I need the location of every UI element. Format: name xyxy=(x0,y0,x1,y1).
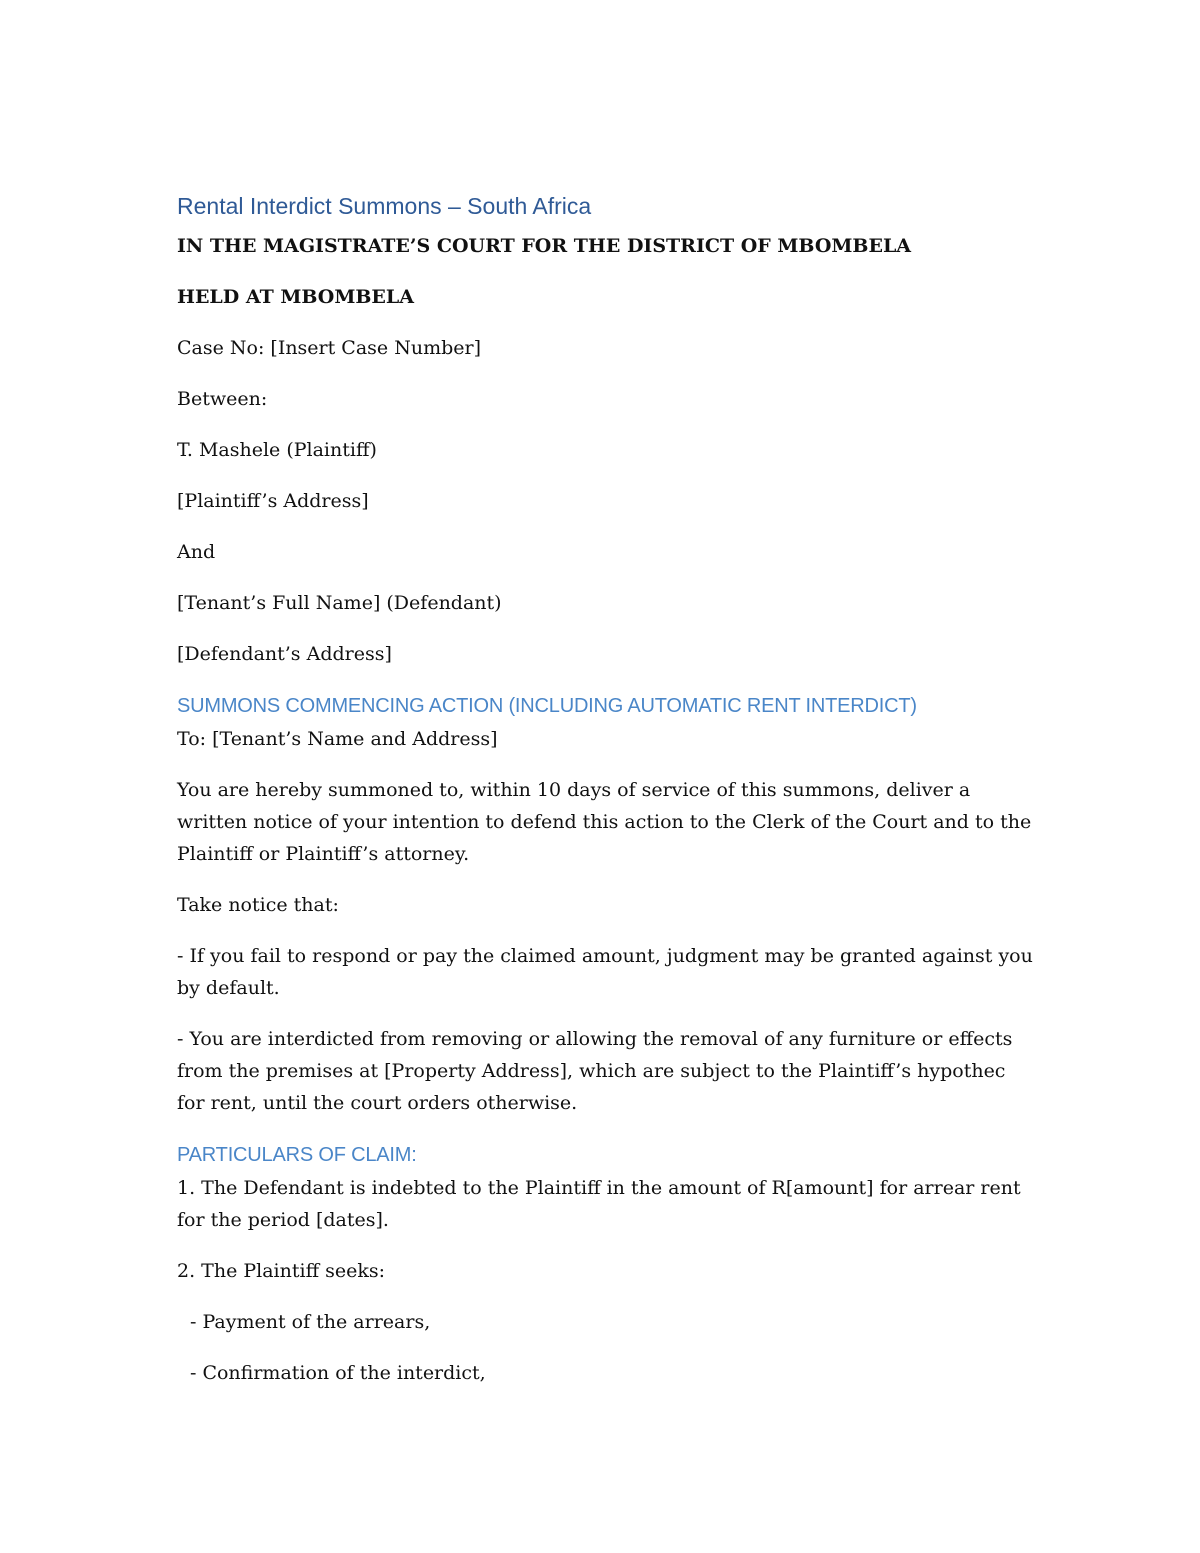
document-title: Rental Interdict Summons – South Africa xyxy=(177,193,592,219)
document-body xyxy=(177,188,1037,1408)
notice-item-1: - If you fail to respond or pay the claimed amount, judgment may be granted against you by default. xyxy=(177,945,1033,999)
defendant-address: [Defendant’s Address] xyxy=(177,643,392,665)
take-notice: Take notice that: xyxy=(177,894,339,916)
plaintiff-name: T. Mashele (Plaintiff) xyxy=(177,439,377,461)
plaintiff-address: [Plaintiff’s Address] xyxy=(177,490,369,512)
claim-item-2: 2. The Plaintiff seeks: xyxy=(177,1260,386,1282)
summons-heading: SUMMONS COMMENCING ACTION (INCLUDING AUTOMATIC RENT INTERDICT) xyxy=(177,695,917,717)
summons-body: You are hereby summoned to, within 10 days of service of this summons, deliver a written notice of your intention to defend this action to the Clerk of the Court and to the Plaintiff or Plaintiff’s attorney. xyxy=(177,779,1032,865)
notice-item-2: - You are interdicted from removing or allowing the removal of any furniture or effects from the premises at [Property Address], which are subject to the Plaintiff’s hypothec for rent, until the court orders otherwise. xyxy=(177,1028,1013,1114)
between-label: Between: xyxy=(177,388,268,410)
case-number: Case No: [Insert Case Number] xyxy=(177,337,481,359)
to-line: To: [Tenant’s Name and Address] xyxy=(177,728,498,750)
claim-item-1: 1. The Defendant is indebted to the Plaintiff in the amount of R[amount] for arrear rent for the period [dates]. xyxy=(177,1177,1021,1231)
particulars-heading: PARTICULARS OF CLAIM: xyxy=(177,1144,417,1166)
held-at-line: HELD AT MBOMBELA xyxy=(177,286,415,308)
defendant-name: [Tenant’s Full Name] (Defendant) xyxy=(177,592,502,614)
seek-item-2: - Confirmation of the interdict, xyxy=(190,1362,486,1384)
and-label: And xyxy=(177,541,216,563)
seek-item-1: - Payment of the arrears, xyxy=(190,1311,431,1333)
court-line: IN THE MAGISTRATE’S COURT FOR THE DISTRICT OF MBOMBELA xyxy=(177,235,912,257)
